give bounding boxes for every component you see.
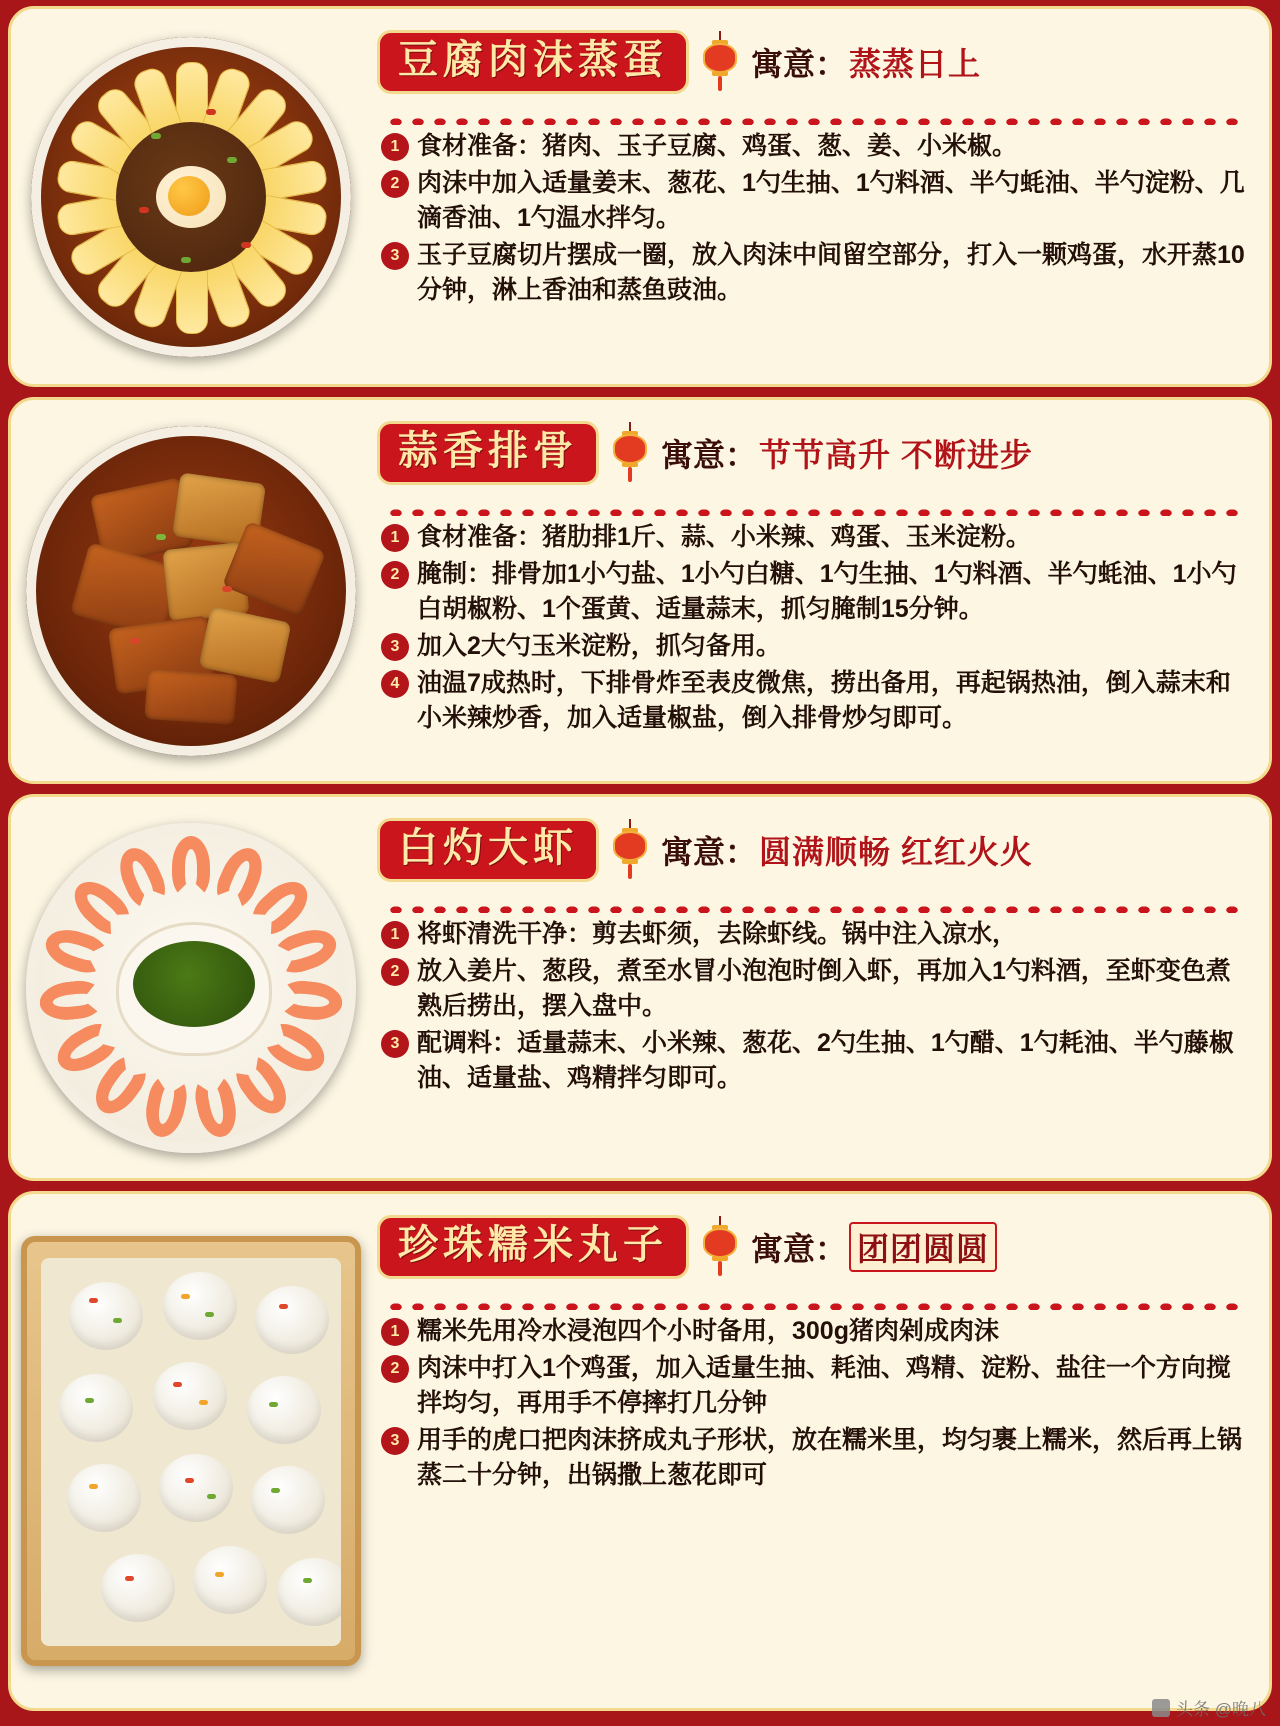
- meaning-value-4: 团团圆圆: [849, 1222, 997, 1272]
- step-text: 食材准备：猪肋排1斤、蒜、小米辣、鸡蛋、玉米淀粉。: [417, 523, 1031, 551]
- step-item: [381, 520, 1249, 555]
- meaning-1: [751, 39, 981, 85]
- step-text: 肉沫中打入1个鸡蛋，加入适量生抽、耗油、鸡精、淀粉、盐往一个方向搅拌均匀，再用手不停摔打几分钟: [417, 1354, 1231, 1417]
- step-text: 玉子豆腐切片摆成一圈，放入肉沫中间留空部分，打入一颗鸡蛋，水开蒸10分钟，淋上香油和蒸鱼豉油。: [417, 241, 1245, 304]
- step-text: 将虾清洗干净：剪去虾须，去除虾线。锅中注入凉水，: [417, 920, 1018, 948]
- lantern-icon: [703, 31, 737, 93]
- recipe-card-3: [8, 794, 1272, 1181]
- meaning-label: 寓意：: [751, 46, 848, 82]
- step-item: [381, 129, 1249, 164]
- step-item: [381, 238, 1249, 308]
- step-text: 食材准备：猪肉、玉子豆腐、鸡蛋、葱、姜、小米椒。: [417, 132, 1018, 160]
- step-text: 糯米先用冷水浸泡四个小时备用，300g猪肉剁成肉沫: [417, 1317, 999, 1345]
- step-number: 2: [381, 958, 409, 986]
- scallion-speck: [227, 157, 237, 163]
- steps-list-2: [377, 520, 1249, 736]
- scallion-speck: [151, 133, 161, 139]
- chili-speck: [206, 109, 216, 115]
- step-number: 3: [381, 633, 409, 661]
- recipe-content-2: [371, 400, 1269, 781]
- step-number: 3: [381, 242, 409, 270]
- chili-speck: [222, 586, 232, 592]
- recipe-title-1: 豆腐肉沫蒸蛋: [398, 38, 668, 82]
- watermark-text: 头条 @晚八: [1176, 1700, 1266, 1719]
- dish-illustration-rice-balls: [21, 1236, 361, 1666]
- recipe-content-1: [371, 9, 1269, 384]
- step-text: 腌制：排骨加1小勺盐、1小勺白糖、1勺生抽、1勺料酒、半勺蚝油、1小勺白胡椒粉、1个蛋黄、适量蒜末，抓匀腌制15分钟。: [417, 560, 1237, 623]
- egg-yolk: [156, 166, 226, 228]
- meaning-label: 寓意：: [661, 437, 758, 473]
- dotted-divider: [385, 1296, 1247, 1310]
- step-item: [381, 1314, 1249, 1349]
- meaning-4: [751, 1222, 997, 1272]
- chili-speck: [241, 242, 251, 248]
- recipe-photo-1: [11, 9, 371, 384]
- meaning-2: [661, 430, 1033, 476]
- meaning-value-1: 蒸蒸日上: [849, 46, 982, 82]
- lantern-icon: [613, 819, 647, 881]
- meaning-label: 寓意：: [751, 1231, 848, 1267]
- recipe-title-2: 蒜香排骨: [398, 429, 578, 473]
- title-row-2: [377, 410, 1249, 496]
- watermark-logo-icon: [1152, 1699, 1170, 1717]
- steamer-inner: [41, 1258, 341, 1646]
- recipe-photo-4: [11, 1194, 371, 1708]
- step-item: [381, 1026, 1249, 1096]
- recipe-content-4: [371, 1194, 1269, 1708]
- dish-illustration-garlic-ribs: [26, 426, 356, 756]
- meaning-3: [661, 827, 1033, 873]
- dotted-divider: [385, 111, 1247, 125]
- recipe-photo-2: [11, 400, 371, 781]
- meaning-value-2: 节节高升 不断进步: [759, 437, 1033, 473]
- lantern-icon: [703, 1216, 737, 1278]
- step-text: 加入2大勺玉米淀粉，抓匀备用。: [417, 632, 781, 660]
- recipe-content-3: [371, 797, 1269, 1178]
- recipe-title-plate-1: [377, 30, 689, 94]
- step-item: [381, 1423, 1249, 1493]
- step-number: 2: [381, 561, 409, 589]
- step-text: 配调料：适量蒜末、小米辣、葱花、2勺生抽、1勺醋、1勺耗油、半勺藤椒油、适量盐、鸡精拌匀即可。: [417, 1029, 1234, 1092]
- step-number: 3: [381, 1030, 409, 1058]
- step-item: [381, 557, 1249, 627]
- steps-list-3: [377, 917, 1249, 1096]
- step-number: 4: [381, 670, 409, 698]
- step-number: 1: [381, 524, 409, 552]
- recipe-title-3: 白灼大虾: [398, 826, 578, 870]
- recipe-card-2: [8, 397, 1272, 784]
- title-row-1: [377, 19, 1249, 105]
- recipe-title-plate-3: [377, 818, 599, 882]
- recipe-photo-3: [11, 797, 371, 1178]
- recipe-title-4: 珍珠糯米丸子: [398, 1223, 668, 1267]
- recipe-card-4: [8, 1191, 1272, 1711]
- step-number: 2: [381, 170, 409, 198]
- scallion-speck: [181, 257, 191, 263]
- step-number: 1: [381, 133, 409, 161]
- watermark: [1152, 1695, 1266, 1720]
- step-number: 2: [381, 1355, 409, 1383]
- step-text: 肉沫中加入适量姜末、葱花、1勺生抽、1勺料酒、半勺蚝油、半勺淀粉、几滴香油、1勺温水拌匀。: [417, 169, 1245, 232]
- step-item: [381, 166, 1249, 236]
- chili-speck: [130, 638, 140, 644]
- lantern-icon: [613, 422, 647, 484]
- recipe-title-plate-4: [377, 1215, 689, 1279]
- title-row-3: [377, 807, 1249, 893]
- dotted-divider: [385, 899, 1247, 913]
- meaning-value-3: 圆满顺畅 红红火火: [759, 834, 1033, 870]
- step-item: [381, 954, 1249, 1024]
- step-item: [381, 629, 1249, 664]
- step-text: 用手的虎口把肉沫挤成丸子形状，放在糯米里，均匀裹上糯米，然后再上锅蒸二十分钟，出锅撒上葱花即可: [417, 1426, 1243, 1489]
- dish-illustration-boiled-shrimp: [26, 823, 356, 1153]
- step-number: 1: [381, 921, 409, 949]
- dish-illustration-steamed-egg: [31, 37, 351, 357]
- recipe-title-plate-2: [377, 421, 599, 485]
- step-item: [381, 666, 1249, 736]
- step-item: [381, 917, 1249, 952]
- step-item: [381, 1351, 1249, 1421]
- step-number: 1: [381, 1318, 409, 1346]
- scallion-speck: [156, 534, 166, 540]
- title-row-4: [377, 1204, 1249, 1290]
- recipe-card-1: [8, 6, 1272, 387]
- dipping-sauce-bowl: [116, 922, 272, 1056]
- step-text: 油温7成热时，下排骨炸至表皮微焦，捞出备用，再起锅热油，倒入蒜末和小米辣炒香，加入适量椒盐，倒入排骨炒匀即可。: [417, 669, 1231, 732]
- dotted-divider: [385, 502, 1247, 516]
- meaning-label: 寓意：: [661, 834, 758, 870]
- steps-list-4: [377, 1314, 1249, 1493]
- step-number: 3: [381, 1427, 409, 1455]
- steps-list-1: [377, 129, 1249, 308]
- chili-speck: [139, 207, 149, 213]
- step-text: 放入姜片、葱段，煮至水冒小泡泡时倒入虾，再加入1勺料酒，至虾变色煮熟后捞出，摆入盘中。: [417, 957, 1231, 1020]
